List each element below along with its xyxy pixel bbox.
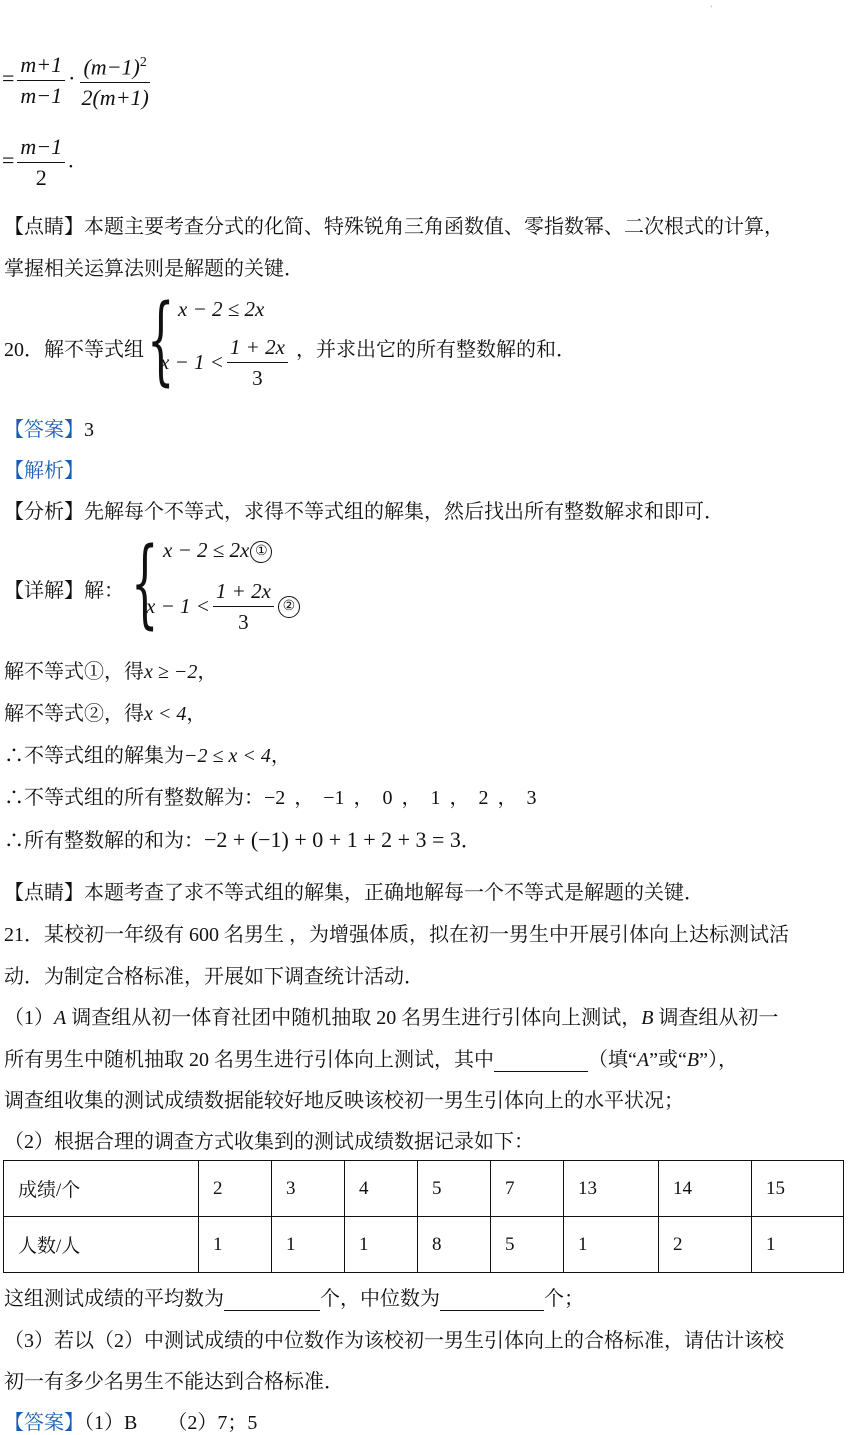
table-cell: 1 xyxy=(199,1217,272,1273)
answer-part1: （1）B xyxy=(84,1412,138,1434)
q21-line1: 21．某校初一年级有 600 名男生 ，为增强体质，拟在初一男生中开展引体向上达标测试活 xyxy=(4,924,789,946)
corner-mark: ' xyxy=(710,4,712,13)
p2-after-c: 个； xyxy=(544,1288,584,1310)
table-cell: 7 xyxy=(491,1161,564,1217)
step1-end: ， xyxy=(197,661,218,683)
q19-comment-line2: 掌握相关运算法则是解题的关键． xyxy=(4,258,304,280)
p1-text-c: 调查组从初一 xyxy=(653,1007,779,1029)
p1-A: A xyxy=(54,1007,67,1029)
table-cell: 3 xyxy=(272,1161,345,1217)
table-cell: 1 xyxy=(345,1217,418,1273)
table-cell: 2 xyxy=(659,1217,752,1273)
step2-math: x < 4 xyxy=(144,703,187,725)
q20-prefix: 20．解不等式组 xyxy=(4,339,144,361)
math-step-2 xyxy=(2,132,74,193)
fraction-3-num: m−1 xyxy=(17,132,65,163)
fraction-2 xyxy=(78,48,151,113)
q21-part1-line1 xyxy=(4,1001,778,1030)
q20-inequality-1: x − 2 ≤ 2x xyxy=(178,297,265,321)
q21-part3-line2: 初一有多少名男生不能达到合格标准． xyxy=(4,1371,344,1393)
fraction-1-num: m+1 xyxy=(17,50,65,81)
table-cell: 1 xyxy=(272,1217,345,1273)
answer-blank-median[interactable] xyxy=(440,1290,544,1311)
score-table xyxy=(3,1160,844,1273)
detail-ineq1: x − 2 ≤ 2x xyxy=(163,538,250,562)
equals-sign: = xyxy=(2,65,15,91)
fraction-1 xyxy=(17,50,65,111)
p1-B: B xyxy=(641,1007,654,1029)
q20-step-2 xyxy=(4,697,206,726)
q20-answer xyxy=(4,413,94,442)
fraction-3-den: 2 xyxy=(35,165,47,190)
table-cell: 14 xyxy=(659,1161,752,1217)
step1-text: 解不等式①，得 xyxy=(4,661,144,683)
table-cell: 1 xyxy=(752,1217,844,1273)
table-cell: 1 xyxy=(564,1217,659,1273)
answer-blank-mean[interactable] xyxy=(224,1290,320,1311)
step4-text: ∴不等式组的所有整数解为： xyxy=(4,787,264,809)
circle-2: ② xyxy=(278,596,300,618)
p1-line2a: 所有男生中随机抽取 20 名男生进行引体向上测试，其中 xyxy=(4,1049,494,1071)
q20-step-4 xyxy=(4,781,537,810)
q20-detail-inequality-2 xyxy=(146,576,300,637)
fraction-2-num-exp: 2 xyxy=(139,55,147,70)
table-cell: 4 xyxy=(345,1161,418,1217)
q20-detail-inequality-1 xyxy=(163,538,272,563)
fraction-2-num xyxy=(80,48,149,83)
answer-part2: （2）7；5 xyxy=(167,1412,258,1434)
detail-ineq2-fraction xyxy=(213,576,274,637)
q20-comment: 【点睛】本题考查了求不等式组的解集，正确地解每一个不等式是解题的关键． xyxy=(4,882,704,904)
row-label: 人数/人 xyxy=(4,1217,199,1273)
p2-after-b: 个，中位数为 xyxy=(320,1288,440,1310)
q21-part2: （2）根据合理的调查方式收集到的测试成绩数据记录如下： xyxy=(4,1131,534,1153)
q20-fenxi: 【分析】先解每个不等式，求得不等式组的解集，然后找出所有整数解求和即可． xyxy=(4,501,724,523)
q20-detail-prefix: 【详解】解： xyxy=(4,580,124,602)
table-row xyxy=(4,1217,844,1273)
circle-1: ① xyxy=(250,541,272,563)
detail-ineq2-lhs: x − 1 < xyxy=(146,594,210,618)
q20-step-3 xyxy=(4,739,291,768)
q20-analysis-tag: 【解析】 xyxy=(4,460,84,482)
q20-ineq2-fraction xyxy=(227,332,288,393)
q20-step-5 xyxy=(4,824,481,853)
step5-end: ． xyxy=(460,830,481,852)
step5-text: ∴所有整数解的和为： xyxy=(4,830,204,852)
q20-ineq2-lhs: x − 1 < xyxy=(160,350,224,374)
answer-tag-21: 【答案】 xyxy=(4,1412,84,1434)
step4-math: −2 ， −1 ， 0 ， 1 ， 2 ， 3 xyxy=(264,787,537,809)
table-cell: 8 xyxy=(418,1217,491,1273)
table-cell: 5 xyxy=(491,1217,564,1273)
period: . xyxy=(68,147,74,173)
equals-sign-2: = xyxy=(2,147,15,173)
q21-part1-line3: 调查组收集的测试成绩数据能较好地反映该校初一男生引体向上的水平状况； xyxy=(4,1090,684,1112)
mult-dot: · xyxy=(68,65,76,91)
fraction-2-den: 2(m+1) xyxy=(81,85,149,111)
q20-ineq2-den: 3 xyxy=(252,366,263,390)
fraction-3 xyxy=(17,132,65,193)
p1-text-b: 调查组从初一体育社团中随机抽取 20 名男生进行引体向上测试， xyxy=(66,1007,642,1029)
step1-math: x ≥ −2 xyxy=(144,661,198,683)
q20-brace: { xyxy=(147,284,175,396)
q20-inequality-2 xyxy=(160,332,291,393)
q20-suffix: ，并求出它的所有整数解的和． xyxy=(296,339,576,361)
table-cell: 2 xyxy=(199,1161,272,1217)
math-step-1 xyxy=(2,48,155,113)
p1-line2d: ”）， xyxy=(699,1049,738,1071)
row-label: 成绩/个 xyxy=(4,1161,199,1217)
p1-line2c: ”或“ xyxy=(649,1049,687,1071)
step3-text: ∴不等式组的解集为 xyxy=(4,745,184,767)
q21-part2-blanks xyxy=(4,1282,584,1311)
table-row xyxy=(4,1161,844,1217)
p2-after-a: 这组测试成绩的平均数为 xyxy=(4,1288,224,1310)
table-cell: 5 xyxy=(418,1161,491,1217)
option-A: A xyxy=(636,1049,650,1071)
detail-ineq2-den: 3 xyxy=(238,610,249,634)
q20-detail-brace: { xyxy=(131,527,159,639)
step2-end: ， xyxy=(186,703,207,725)
step3-end: ， xyxy=(270,745,291,767)
table-cell: 13 xyxy=(564,1161,659,1217)
q21-part3-line1: （3）若以（2）中测试成绩的中位数作为该校初一男生引体向上的合格标准，请估计该校 xyxy=(4,1330,784,1352)
table-cell: 15 xyxy=(752,1161,844,1217)
answer-tag: 【答案】 xyxy=(4,419,84,441)
q21-line2: 动．为制定合格标准，开展如下调查统计活动． xyxy=(4,966,424,988)
answer-blank-1[interactable] xyxy=(494,1051,588,1072)
p1-line2b: （填“ xyxy=(588,1049,637,1071)
fraction-2-num-base: (m−1) xyxy=(83,54,140,80)
fraction-1-den: m−1 xyxy=(20,83,63,109)
q21-part1-line2 xyxy=(4,1043,738,1072)
q19-comment-line1: 【点睛】本题主要考查分式的化简、特殊锐角三角函数值、零指数幂、二次根式的计算， xyxy=(4,216,784,238)
option-B: B xyxy=(686,1049,700,1071)
answer-value: 3 xyxy=(84,419,94,441)
q20-ineq2-num: 1 + 2x xyxy=(227,332,288,363)
step2-text: 解不等式②，得 xyxy=(4,703,144,725)
q20-step-1 xyxy=(4,655,217,684)
step5-math: −2 + (−1) + 0 + 1 + 2 + 3 = 3 xyxy=(204,827,461,852)
p1-num: （1） xyxy=(4,1007,54,1029)
step3-math: −2 ≤ x < 4 xyxy=(184,745,271,767)
detail-ineq2-num: 1 + 2x xyxy=(213,576,274,607)
